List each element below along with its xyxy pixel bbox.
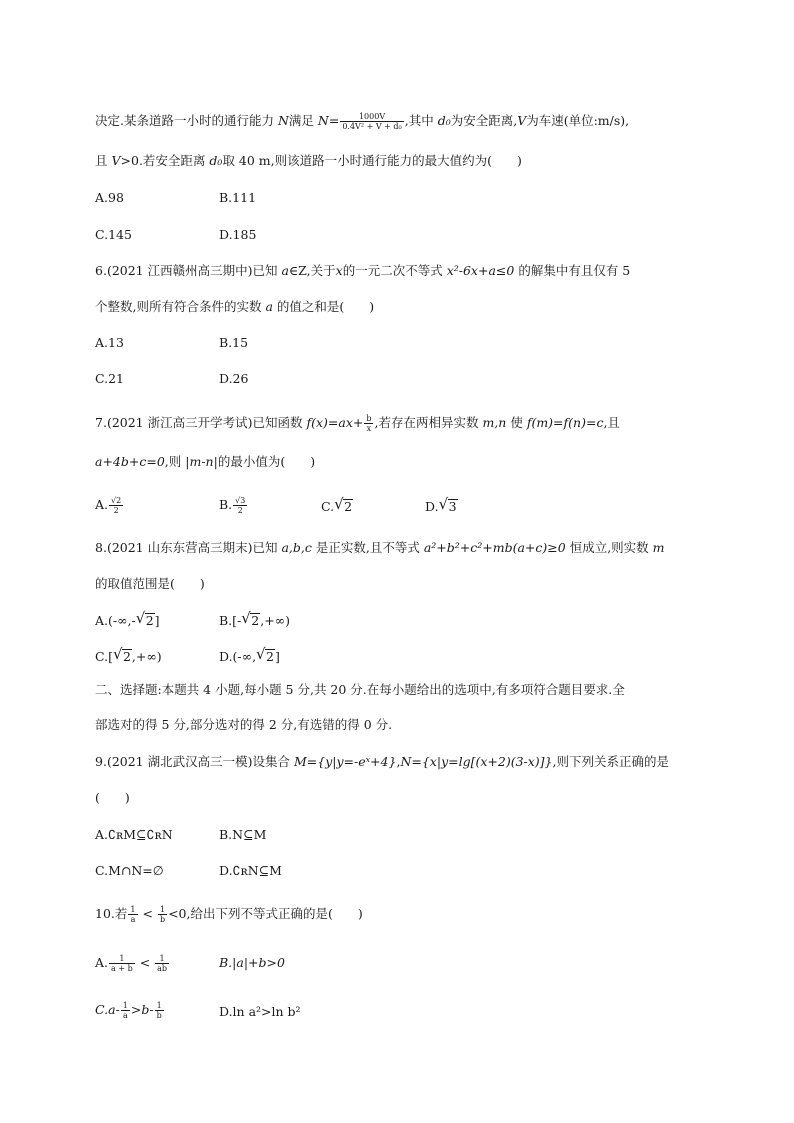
q8-option-c: C.[ √ 2,+∞) [95, 645, 162, 664]
q6-option-a: A.13 [95, 335, 124, 350]
q8-line-1: 8.(2021 山东东营高三期末)已知 a,b,c 是正实数,且不等式 a²+b²+c²+mb(a+c)≥0 恒成立,则实数 m [95, 540, 665, 555]
q8-option-b: B.[- √ 2,+∞) [219, 609, 290, 628]
q5-fraction: $\frac{1000V}{\text{0.4V² + V + d₀}}$ [342, 112, 402, 131]
q5-option-a: A.98 [95, 190, 124, 205]
section-2-heading-line-1: 二、选择题:本题共 4 小题,每小题 5 分,共 20 分.在每小题给出的选项中,有多项符合题目要求.全 [95, 682, 625, 697]
q5-option-c: C.145 [95, 227, 132, 242]
q7-line-1: 7.(2021 浙江高三开学考试)已知函数 f(x)=ax+ $\frac{b}{x}$ ,若存在两相异实数 m,n 使 f(m)=f(n)=c,且 [95, 414, 620, 433]
section-2-heading-line-2: 部选对的得 5 分,部分选对的得 2 分,有选错的得 0 分. [95, 717, 393, 732]
q7-option-b: B. $\frac{√3}{2}$ [219, 496, 246, 515]
q9-option-a: A.∁ʀM⊆∁ʀN [95, 827, 173, 842]
q10-option-d: D.ln a²>ln b² [219, 1004, 301, 1019]
q6-option-b: B.15 [219, 335, 249, 350]
q7-fraction: $\frac{b}{x}$ [366, 414, 372, 433]
q5-option-d: D.185 [219, 227, 257, 242]
q8-option-d: D.(-∞, √ 2] [219, 645, 280, 664]
q10-line-1: 10.若 $\frac{1}{a}$ < $\frac{1}{b}$ <0,给出下列不等式正确的是( ) [95, 905, 363, 924]
q8-line-2: 的取值范围是( ) [95, 576, 205, 591]
q5-line-1: 决定.某条道路一小时的通行能力 N满足 N= $\frac{1000V}{\text{0.4V² + V + d₀}}$ ,其中 d₀为安全距离,V为车速(单位:m/s), [95, 112, 630, 131]
sqrt-symbol: √ 2 [334, 495, 353, 514]
q10-option-c: C.a- $\frac{1}{a}$ >b- $\frac{1}{b}$ [95, 1001, 162, 1020]
q6-line-1: 6.(2021 江西赣州高三期中)已知 a∈Z,关于x的一元二次不等式 x²-6x+a≤0 的解集中有且仅有 5 [95, 263, 631, 278]
q9-option-b: B.N⊆M [219, 827, 267, 842]
q8-option-a: A.(-∞,- √ 2] [95, 609, 160, 628]
q5-line-2: 且 V>0.若安全距离 d₀取 40 m,则该道路一小时通行能力的最大值约为( ) [95, 153, 522, 168]
q9-line-2: ( ) [95, 790, 130, 805]
sqrt-symbol: √ 3 [438, 495, 457, 514]
q9-line-1: 9.(2021 湖北武汉高三一模)设集合 M={y|y=-eˣ+4},N={x|y=lg[(x+2)(3-x)]},则下列关系正确的是 [95, 754, 669, 769]
q6-option-c: C.21 [95, 371, 124, 386]
q5-option-b: B.111 [219, 190, 257, 205]
q6-line-2: 个整数,则所有符合条件的实数 a 的值之和是( ) [95, 299, 375, 314]
q10-option-b: B.|a|+b>0 [219, 955, 285, 970]
q10-option-a: A. $\frac{1}{a + b}$ < $\frac{1}{ab}$ [95, 954, 168, 973]
q7-option-a: A. $\frac{√2}{2}$ [95, 496, 122, 515]
q9-option-c: C.M∩N=∅ [95, 863, 164, 878]
q7-option-c: C. √ 2 [321, 497, 353, 517]
q7-line-2: a+4b+c=0,则 |m-n|的最小值为( ) [95, 454, 316, 469]
q9-option-d: D.∁ʀN⊆M [219, 863, 282, 878]
q7-option-d: D. √ 3 [425, 497, 458, 517]
q6-option-d: D.26 [219, 371, 249, 386]
